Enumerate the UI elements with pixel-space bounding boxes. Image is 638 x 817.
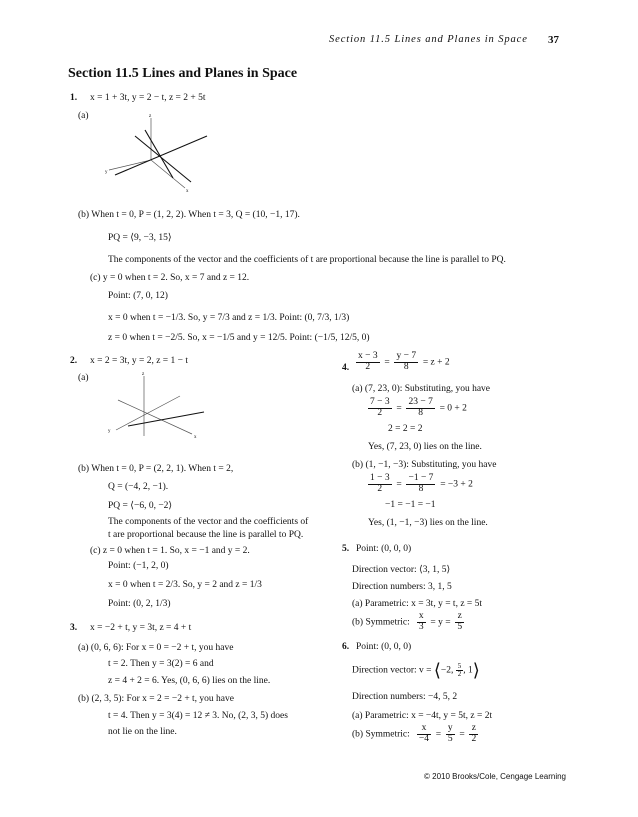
p4-a-rhs: = 0 + 2 [439, 403, 467, 414]
p6-dir-label: Direction vector: v = [352, 665, 432, 676]
p6-sym-label: (b) Symmetric: [352, 729, 410, 740]
p1-number: 1. [70, 93, 78, 103]
p2-part-b-q: Q = (−4, 2, −1). [108, 482, 169, 492]
p2-part-b-line1: (b) When t = 0, P = (2, 2, 1). When t = 2, [78, 464, 234, 474]
p5-direction-vector: Direction vector: ⟨3, 1, 5⟩ [352, 565, 451, 575]
p2-part-c-line1: (c) z = 0 when t = 1. So, x = −1 and y = 2. [90, 546, 250, 556]
p4-y-den: 8 [403, 361, 409, 372]
p5-sym-x-num: x [418, 611, 424, 621]
p6-symmetric: (b) Symmetric: $\frac{x}{-4}$ = $\frac{y}{5}$ = $\frac{z}{2}$ [352, 723, 477, 744]
p1-note: The components of the vector and the coefficients of t are proportional because the line is parallel to PQ. [108, 255, 506, 265]
p4-part-b-yes: Yes, (1, −1, −3) lies on the line. [368, 518, 488, 528]
p1-part-c-line3: z = 0 when t = −2/5. So, x = −1/5 and y = 12/5. Point: (−1/5, 12/5, 0) [108, 333, 370, 343]
p2-part-c-point2: Point: (0, 2, 1/3) [108, 599, 171, 609]
p6-dir-den: 2 [457, 670, 462, 678]
p5-number: 5. [342, 544, 350, 554]
p6-sym-x-den: −4 [418, 733, 430, 744]
p1-equation: x = 1 + 3t, y = 2 − t, z = 2 + 5t [90, 93, 206, 103]
p6-direction-numbers: Direction numbers: −4, 5, 2 [352, 692, 458, 702]
p4-part-b-fractions: $\frac{1 - 3}{2}$ = $\frac{-1 - 7}{8}$ = −3 + 2 [370, 473, 473, 494]
p4-a-f2-num: 23 − 7 [408, 397, 433, 407]
p4-y-num: y − 7 [396, 351, 417, 361]
p6-number: 6. [342, 642, 350, 652]
p1-graph [95, 110, 225, 195]
p4-part-b-line2: −1 = −1 = −1 [385, 500, 436, 510]
p4-b-f2-num: −1 − 7 [408, 473, 434, 483]
p5-sym-label: (b) Symmetric: [352, 617, 410, 628]
p2-line [128, 412, 204, 426]
p2-note-line2: t are proportional because the line is parallel to PQ. [108, 530, 304, 540]
p2-part-c-line2: x = 0 when t = 2/3. So, y = 2 and z = 1/3 [108, 580, 262, 590]
p2-x-label: x [194, 435, 197, 440]
p3-part-a-line3: z = 4 + 2 = 6. Yes, (0, 6, 6) lies on the line. [108, 676, 271, 686]
p1-part-b: (b) When t = 0, P = (1, 2, 2). When t = 3, Q = (10, −1, 17). [78, 210, 300, 220]
p6-dir-c: , 1 [463, 665, 473, 676]
page-number: 37 [548, 34, 559, 46]
p2-y-axis [116, 396, 180, 430]
copyright-footer: © 2010 Brooks/Cole, Cengage Learning [424, 772, 566, 781]
p2-note-line1: The components of the vector and the coefficients of [108, 517, 309, 527]
p4-part-a-head: (a) (7, 23, 0): Substituting, you have [352, 384, 490, 394]
p1-z-label: z [149, 114, 152, 119]
p3-part-a-line1: (a) (0, 6, 6): For x = 0 = −2 + t, you have [78, 643, 234, 653]
p6-sym-z-den: 2 [471, 733, 477, 744]
p2-x-axis [118, 400, 192, 434]
p6-sym-y-den: 5 [447, 733, 453, 744]
p6-dir-num: 5 [457, 661, 462, 670]
p1-pq-vector: PQ = ⟨9, −3, 15⟩ [108, 233, 172, 243]
p6-sym-y-num: y [447, 723, 453, 733]
p5-parametric: (a) Parametric: x = 3t, y = t, z = 5t [352, 599, 483, 609]
p4-b-rhs: = −3 + 2 [440, 479, 473, 490]
p5-direction-numbers: Direction numbers: 3, 1, 5 [352, 582, 452, 592]
p4-b-f1-num: 1 − 3 [370, 473, 390, 483]
p4-eq-rhs: = z + 2 [422, 357, 450, 368]
p3-part-a-line2: t = 2. Then y = 3(2) = 6 and [108, 659, 214, 669]
p5-sym-mid: = y = [430, 617, 451, 628]
p6-parametric: (a) Parametric: x = −4t, y = 5t, z = 2t [352, 711, 493, 721]
p4-part-a-fractions: $\frac{7 - 3}{2}$ = $\frac{23 - 7}{8}$ = 0 + 2 [370, 397, 467, 418]
p6-direction-vector: Direction vector: v = ⟨−2, $\frac{5}{2}$ , 1⟩ [352, 660, 480, 680]
p1-part-c-line2: x = 0 when t = −1/3. So, y = 7/3 and z = 1/3. Point: (0, 7/3, 1/3) [108, 313, 350, 323]
p4-a-f1-den: 2 [377, 407, 383, 418]
p1-line-2 [135, 136, 191, 182]
p6-sym-x-num: x [417, 724, 431, 735]
p1-part-c-line1: (c) y = 0 when t = 2. So, x = 7 and z = 12. [90, 273, 250, 283]
p4-part-b-head: (b) (1, −1, −3): Substituting, you have [352, 460, 497, 470]
p2-y-label: y [108, 429, 111, 434]
section-title: Section 11.5 Lines and Planes in Space [68, 66, 298, 81]
p4-x-num: x − 3 [358, 351, 378, 361]
p1-y-label: y [105, 170, 108, 175]
p5-point: Point: (0, 0, 0) [356, 544, 412, 554]
p4-x-den: 2 [365, 361, 371, 372]
p2-z-label: z [142, 372, 145, 377]
p1-part-c-point: Point: (7, 0, 12) [108, 291, 168, 301]
p6-dir-a: −2, [440, 665, 454, 676]
p5-symmetric [352, 612, 464, 633]
p1-line-3 [145, 130, 173, 178]
p6-sym-z-num: z [469, 724, 478, 735]
p2-number: 2. [70, 356, 78, 366]
p3-number: 3. [70, 623, 78, 633]
p4-number: 4. [342, 363, 350, 373]
p3-part-b-line1: (b) (2, 3, 5): For x = 2 = −2 + t, you have [78, 694, 234, 704]
p1-x-axis [151, 160, 185, 188]
p1-line-1 [115, 136, 207, 175]
p4-b-f2-den: 8 [418, 483, 424, 494]
p1-x-label: x [186, 189, 189, 194]
p6-point: Point: (0, 0, 0) [356, 642, 412, 652]
p4-part-a-line2: 2 = 2 = 2 [388, 424, 423, 434]
p2-equation: x = 2 = 3t, y = 2, z = 1 − t [90, 356, 189, 366]
p2-graph [100, 370, 210, 442]
p5-sym-z-den: 5 [457, 621, 463, 632]
p4-a-f1-num: 7 − 3 [370, 397, 390, 407]
p3-part-b-line3: not lie on the line. [108, 727, 177, 737]
p5-sym-z-num: z [455, 612, 464, 623]
running-title: Section 11.5 Lines and Planes in Space [329, 34, 528, 45]
p4-a-f2-den: 8 [418, 407, 424, 418]
p5-sym-x-den: 3 [418, 621, 424, 632]
p3-part-b-line2: t = 4. Then y = 3(4) = 12 ≠ 3. No, (2, 3, 5) does [108, 711, 288, 721]
p3-equation: x = −2 + t, y = 3t, z = 4 + t [90, 623, 192, 633]
p4-equation: $\frac{x - 3}{2}$ = $\frac{y - 7}{8}$ = z + 2 [358, 351, 450, 372]
p4-part-a-yes: Yes, (7, 23, 0) lies on the line. [368, 442, 482, 452]
p1-part-a: (a) [78, 111, 89, 121]
p2-part-a: (a) [78, 373, 89, 383]
p4-b-f1-den: 2 [377, 483, 383, 494]
p2-pq-vector: PQ = ⟨−6, 0, −2⟩ [108, 501, 173, 511]
p2-part-c-point: Point: (−1, 2, 0) [108, 561, 169, 571]
